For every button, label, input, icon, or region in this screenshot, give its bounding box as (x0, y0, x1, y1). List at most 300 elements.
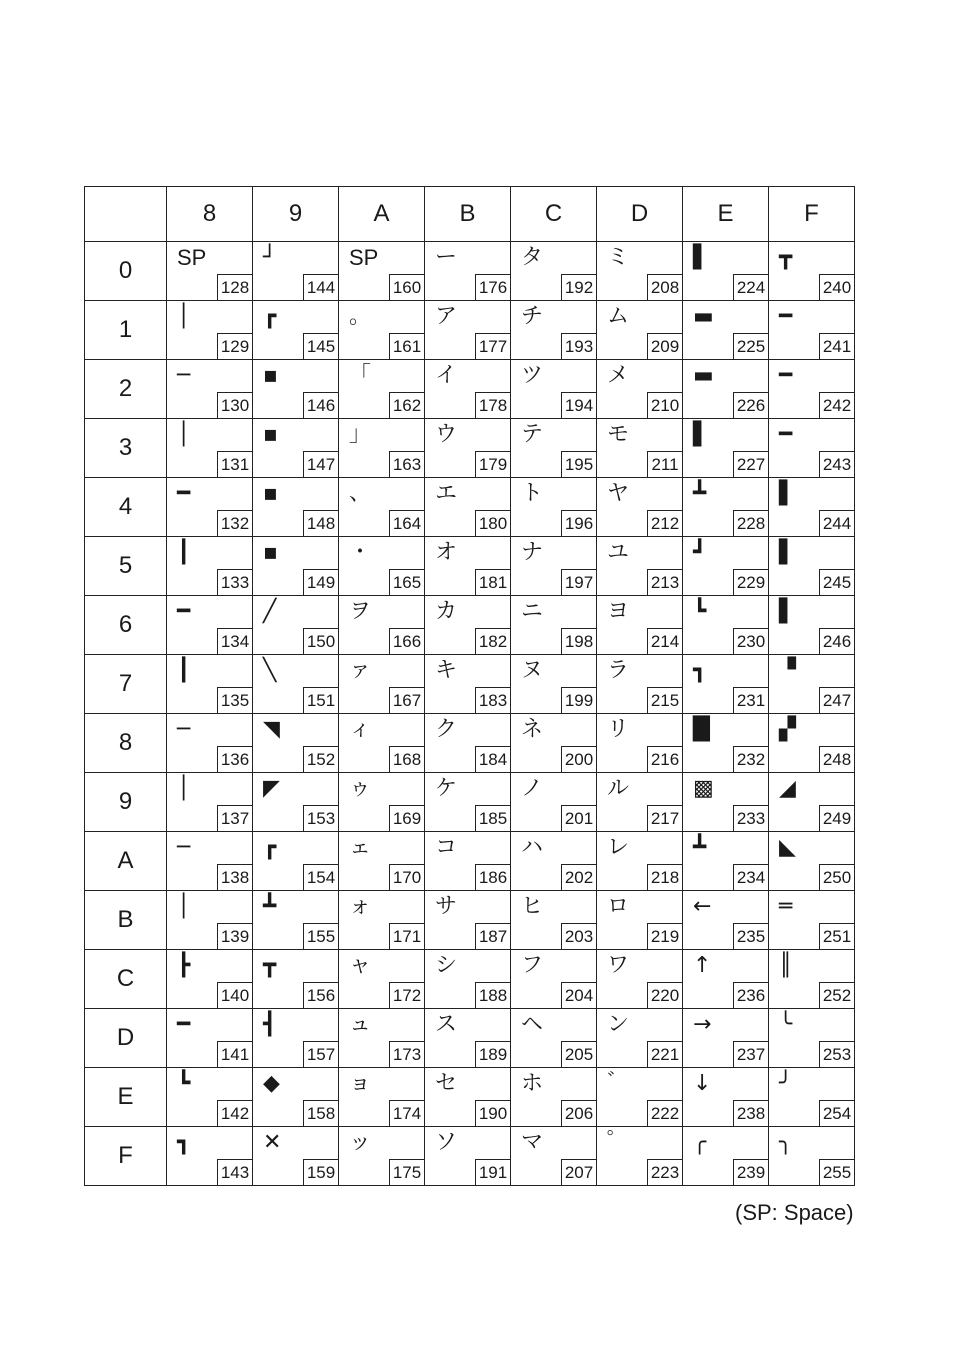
character-glyph: ◤ (263, 776, 280, 801)
code-cell (167, 1068, 253, 1127)
code-cell (769, 478, 855, 537)
decimal-code-box: 177 (475, 333, 510, 359)
code-cell (167, 596, 253, 655)
table-row (85, 1009, 855, 1068)
decimal-code-box: 180 (475, 510, 510, 536)
code-cell (597, 1068, 683, 1127)
character-glyph: ▬ (693, 363, 714, 388)
character-glyph: ╯ (779, 1071, 793, 1096)
decimal-code-box: 246 (819, 628, 854, 654)
decimal-code-box: 185 (475, 805, 510, 831)
code-cell (167, 301, 253, 360)
code-cell (769, 773, 855, 832)
code-cell (167, 714, 253, 773)
character-glyph: ウ (435, 422, 458, 447)
table-row (85, 360, 855, 419)
character-glyph: ━ (177, 599, 191, 624)
character-glyph: モ (607, 422, 630, 447)
code-cell (511, 891, 597, 950)
decimal-code-box: 220 (647, 982, 682, 1008)
character-glyph: ┓ (693, 658, 707, 683)
character-glyph: ▪ (263, 540, 278, 565)
decimal-code-box: 247 (819, 687, 854, 713)
code-cell (683, 832, 769, 891)
code-cell (769, 419, 855, 478)
code-cell (511, 478, 597, 537)
character-glyph: ━ (779, 304, 793, 329)
code-cell (339, 1068, 425, 1127)
code-cell (167, 419, 253, 478)
character-glyph: カ (435, 599, 458, 624)
decimal-code-box: 161 (389, 333, 424, 359)
code-cell (597, 714, 683, 773)
character-glyph: ◥ (263, 717, 280, 742)
character-glyph: ホ (521, 1071, 544, 1096)
decimal-code-box: 225 (733, 333, 768, 359)
character-glyph: SP (349, 245, 379, 270)
code-cell (683, 891, 769, 950)
decimal-code-box: 245 (819, 569, 854, 595)
character-glyph: ヌ (521, 658, 544, 683)
code-cell (253, 537, 339, 596)
code-cell (769, 537, 855, 596)
character-glyph: ソ (435, 1130, 458, 1155)
character-glyph: ゛ (607, 1071, 630, 1096)
column-header-row (85, 187, 855, 242)
character-glyph: ユ (607, 540, 630, 565)
decimal-code-box: 152 (303, 746, 338, 772)
code-cell (253, 1009, 339, 1068)
code-cell (425, 478, 511, 537)
code-cell (425, 1127, 511, 1186)
code-cell (167, 655, 253, 714)
decimal-code-box: 207 (561, 1159, 596, 1185)
decimal-code-box: 145 (303, 333, 338, 359)
decimal-code-box: 240 (819, 274, 854, 300)
character-glyph: ネ (521, 717, 544, 742)
decimal-code-box: 214 (647, 628, 682, 654)
character-glyph: ナ (521, 540, 544, 565)
character-glyph: ▌ (779, 540, 796, 565)
character-glyph: ▪ (263, 481, 278, 506)
code-cell (425, 773, 511, 832)
table-row (85, 596, 855, 655)
character-glyph: キ (435, 658, 458, 683)
decimal-code-box: 158 (303, 1100, 338, 1126)
decimal-code-box: 195 (561, 451, 596, 477)
code-cell (339, 419, 425, 478)
decimal-code-box: 148 (303, 510, 338, 536)
code-cell (597, 950, 683, 1009)
space-footnote: (SP: Space) (735, 1200, 854, 1225)
column-header-c: C (511, 187, 597, 242)
decimal-code-box: 197 (561, 569, 596, 595)
decimal-code-box: 188 (475, 982, 510, 1008)
character-glyph: 」 (349, 422, 372, 447)
code-cell (339, 1009, 425, 1068)
decimal-code-box: 217 (647, 805, 682, 831)
decimal-code-box: 159 (303, 1159, 338, 1185)
character-glyph: ┗ (177, 1071, 191, 1096)
character-glyph: ━ (779, 363, 793, 388)
decimal-code-box: 134 (217, 628, 252, 654)
decimal-code-box: 153 (303, 805, 338, 831)
character-glyph: → (693, 1012, 712, 1037)
decimal-code-box: 173 (389, 1041, 424, 1067)
decimal-code-box: 189 (475, 1041, 510, 1067)
code-cell (425, 950, 511, 1009)
code-cell (253, 242, 339, 301)
row-header-5: 5 (85, 537, 167, 596)
column-header-b: B (425, 187, 511, 242)
decimal-code-box: 248 (819, 746, 854, 772)
decimal-code-box: 234 (733, 864, 768, 890)
decimal-code-box: 213 (647, 569, 682, 595)
character-glyph: レ (607, 835, 630, 860)
table-row (85, 773, 855, 832)
character-glyph: ┗ (693, 599, 707, 624)
decimal-code-box: 243 (819, 451, 854, 477)
code-cell (167, 773, 253, 832)
decimal-code-box: 179 (475, 451, 510, 477)
character-glyph: █ (693, 717, 710, 742)
code-cell (683, 596, 769, 655)
code-cell (683, 1127, 769, 1186)
character-glyph: ー (435, 245, 458, 270)
decimal-code-box: 138 (217, 864, 252, 890)
code-cell (425, 714, 511, 773)
decimal-code-box: 216 (647, 746, 682, 772)
decimal-code-box: 241 (819, 333, 854, 359)
code-cell (253, 419, 339, 478)
decimal-code-box: 141 (217, 1041, 252, 1067)
decimal-code-box: 190 (475, 1100, 510, 1126)
table-row (85, 714, 855, 773)
decimal-code-box: 187 (475, 923, 510, 949)
character-glyph: ▌ (693, 245, 710, 270)
decimal-code-box: 238 (733, 1100, 768, 1126)
code-cell (425, 360, 511, 419)
character-glyph: コ (435, 835, 458, 860)
table-row (85, 891, 855, 950)
character-glyph: ◆ (263, 1071, 280, 1096)
decimal-code-box: 164 (389, 510, 424, 536)
character-glyph: ━ (779, 422, 793, 447)
character-glyph: ╭ (693, 1130, 707, 1155)
code-cell (425, 891, 511, 950)
decimal-code-box: 198 (561, 628, 596, 654)
character-glyph: マ (521, 1130, 544, 1155)
decimal-code-box: 255 (819, 1159, 854, 1185)
code-cell (683, 537, 769, 596)
character-glyph: ▪ (263, 422, 278, 447)
decimal-code-box: 169 (389, 805, 424, 831)
table-row (85, 242, 855, 301)
decimal-code-box: 165 (389, 569, 424, 595)
character-glyph: ワ (607, 953, 630, 978)
code-cell (597, 360, 683, 419)
character-glyph: │ (177, 776, 191, 801)
decimal-code-box: 147 (303, 451, 338, 477)
column-header-e: E (683, 187, 769, 242)
decimal-code-box: 162 (389, 392, 424, 418)
decimal-code-box: 163 (389, 451, 424, 477)
code-cell (339, 832, 425, 891)
code-cell (597, 655, 683, 714)
code-cell (425, 655, 511, 714)
decimal-code-box: 235 (733, 923, 768, 949)
character-glyph: ハ (521, 835, 544, 860)
character-glyph: ┻ (263, 894, 277, 919)
code-cell (339, 655, 425, 714)
code-cell (683, 242, 769, 301)
character-glyph: ム (607, 304, 630, 329)
character-glyph: ▩ (693, 776, 714, 801)
character-glyph: ゜ (607, 1130, 630, 1155)
code-cell (597, 478, 683, 537)
decimal-code-box: 237 (733, 1041, 768, 1067)
character-glyph: シ (435, 953, 458, 978)
character-glyph: セ (435, 1071, 458, 1096)
row-header-e: E (85, 1068, 167, 1127)
row-header-6: 6 (85, 596, 167, 655)
character-glyph: ェ (349, 835, 372, 860)
decimal-code-box: 184 (475, 746, 510, 772)
character-glyph: タ (521, 245, 544, 270)
row-header-8: 8 (85, 714, 167, 773)
row-header-b: B (85, 891, 167, 950)
character-glyph: ╲ (263, 658, 277, 683)
decimal-code-box: 160 (389, 274, 424, 300)
character-code-table-container (84, 186, 855, 1188)
code-cell (597, 773, 683, 832)
table-row (85, 655, 855, 714)
character-glyph: │ (177, 304, 191, 329)
row-header-2: 2 (85, 360, 167, 419)
code-cell (339, 773, 425, 832)
character-glyph: ▬ (693, 304, 714, 329)
character-glyph: ◢ (779, 776, 796, 801)
code-cell (167, 537, 253, 596)
decimal-code-box: 251 (819, 923, 854, 949)
character-glyph: ═ (779, 894, 793, 919)
decimal-code-box: 236 (733, 982, 768, 1008)
code-cell (511, 419, 597, 478)
code-cell (511, 537, 597, 596)
decimal-code-box: 249 (819, 805, 854, 831)
row-header-7: 7 (85, 655, 167, 714)
character-glyph: ▪ (263, 363, 278, 388)
decimal-code-box: 182 (475, 628, 510, 654)
decimal-code-box: 167 (389, 687, 424, 713)
decimal-code-box: 244 (819, 510, 854, 536)
column-header-a: A (339, 187, 425, 242)
character-glyph: メ (607, 363, 630, 388)
decimal-code-box: 137 (217, 805, 252, 831)
code-cell (683, 478, 769, 537)
character-glyph: ╱ (263, 599, 277, 624)
character-glyph: オ (435, 540, 458, 565)
code-cell (339, 301, 425, 360)
decimal-code-box: 155 (303, 923, 338, 949)
decimal-code-box: 223 (647, 1159, 682, 1185)
character-glyph: ヲ (349, 599, 372, 624)
character-glyph: エ (435, 481, 458, 506)
code-cell (425, 301, 511, 360)
decimal-code-box: 204 (561, 982, 596, 1008)
column-header-9: 9 (253, 187, 339, 242)
character-glyph: │ (177, 894, 191, 919)
character-glyph: ュ (349, 1012, 372, 1037)
character-glyph: ┣ (177, 953, 191, 978)
code-cell (597, 891, 683, 950)
code-cell (511, 1009, 597, 1068)
character-glyph: │ (177, 422, 191, 447)
character-glyph: ─ (177, 835, 191, 860)
table-row (85, 1068, 855, 1127)
character-glyph: ミ (607, 245, 630, 270)
code-cell (597, 537, 683, 596)
decimal-code-box: 139 (217, 923, 252, 949)
code-cell (511, 655, 597, 714)
decimal-code-box: 202 (561, 864, 596, 890)
decimal-code-box: 191 (475, 1159, 510, 1185)
character-glyph: ッ (349, 1130, 372, 1155)
code-cell (597, 832, 683, 891)
decimal-code-box: 156 (303, 982, 338, 1008)
character-glyph: ┳ (263, 953, 277, 978)
decimal-code-box: 218 (647, 864, 682, 890)
row-header-4: 4 (85, 478, 167, 537)
code-cell (425, 596, 511, 655)
code-cell (253, 596, 339, 655)
code-cell (683, 714, 769, 773)
row-header-f: F (85, 1127, 167, 1186)
character-glyph: ─ (177, 363, 191, 388)
code-cell (167, 1127, 253, 1186)
character-glyph: ル (607, 776, 630, 801)
decimal-code-box: 133 (217, 569, 252, 595)
decimal-code-box: 146 (303, 392, 338, 418)
decimal-code-box: 252 (819, 982, 854, 1008)
row-header-a: A (85, 832, 167, 891)
character-glyph: ラ (607, 658, 630, 683)
code-cell (167, 832, 253, 891)
decimal-code-box: 222 (647, 1100, 682, 1126)
decimal-code-box: 206 (561, 1100, 596, 1126)
row-header-1: 1 (85, 301, 167, 360)
decimal-code-box: 168 (389, 746, 424, 772)
code-cell (167, 478, 253, 537)
decimal-code-box: 151 (303, 687, 338, 713)
decimal-code-box: 231 (733, 687, 768, 713)
decimal-code-box: 131 (217, 451, 252, 477)
table-row (85, 478, 855, 537)
code-cell (511, 301, 597, 360)
character-glyph: ← (693, 894, 712, 919)
character-glyph: 、 (349, 481, 372, 506)
character-glyph: ▌ (779, 481, 796, 506)
character-glyph: ┓ (177, 1130, 191, 1155)
code-cell (769, 1127, 855, 1186)
code-cell (167, 1009, 253, 1068)
character-glyph: ╮ (779, 1130, 793, 1155)
table-row (85, 537, 855, 596)
character-glyph: ━ (177, 481, 191, 506)
code-cell (597, 1127, 683, 1186)
decimal-code-box: 135 (217, 687, 252, 713)
code-cell (253, 1068, 339, 1127)
character-glyph: ク (435, 717, 458, 742)
decimal-code-box: 215 (647, 687, 682, 713)
code-cell (769, 714, 855, 773)
decimal-code-box: 132 (217, 510, 252, 536)
character-glyph: ↑ (693, 953, 712, 978)
character-glyph: ャ (349, 953, 372, 978)
code-cell (769, 950, 855, 1009)
character-glyph: ヘ (521, 1012, 544, 1037)
character-glyph: ┳ (779, 245, 793, 270)
code-cell (769, 301, 855, 360)
character-glyph: ケ (435, 776, 458, 801)
character-glyph: ァ (349, 658, 372, 683)
character-glyph: ▝ (779, 658, 796, 683)
code-cell (769, 1009, 855, 1068)
decimal-code-box: 181 (475, 569, 510, 595)
row-header-3: 3 (85, 419, 167, 478)
code-cell (167, 360, 253, 419)
column-header-d: D (597, 187, 683, 242)
decimal-code-box: 254 (819, 1100, 854, 1126)
decimal-code-box: 221 (647, 1041, 682, 1067)
decimal-code-box: 166 (389, 628, 424, 654)
character-glyph: ョ (349, 1071, 372, 1096)
decimal-code-box: 203 (561, 923, 596, 949)
character-glyph: ↓ (693, 1071, 712, 1096)
code-cell (511, 714, 597, 773)
code-cell (339, 950, 425, 1009)
decimal-code-box: 154 (303, 864, 338, 890)
character-glyph: ║ (779, 953, 793, 978)
decimal-code-box: 212 (647, 510, 682, 536)
code-cell (425, 537, 511, 596)
decimal-code-box: 239 (733, 1159, 768, 1185)
code-cell (511, 242, 597, 301)
character-glyph: ▞ (779, 717, 796, 742)
decimal-code-box: 144 (303, 274, 338, 300)
decimal-code-box: 172 (389, 982, 424, 1008)
decimal-code-box: 193 (561, 333, 596, 359)
decimal-code-box: 129 (217, 333, 252, 359)
code-cell (683, 1068, 769, 1127)
character-glyph: チ (521, 304, 544, 329)
character-glyph: ス (435, 1012, 458, 1037)
character-glyph: ─ (177, 717, 191, 742)
character-glyph: ┃ (177, 540, 191, 565)
character-glyph: テ (521, 422, 544, 447)
decimal-code-box: 149 (303, 569, 338, 595)
code-cell (167, 950, 253, 1009)
character-code-table (84, 186, 855, 1186)
character-glyph: ┫ (263, 1012, 277, 1037)
decimal-code-box: 157 (303, 1041, 338, 1067)
row-header-d: D (85, 1009, 167, 1068)
decimal-code-box: 194 (561, 392, 596, 418)
code-cell (425, 242, 511, 301)
decimal-code-box: 201 (561, 805, 596, 831)
code-cell (769, 596, 855, 655)
code-cell (253, 360, 339, 419)
